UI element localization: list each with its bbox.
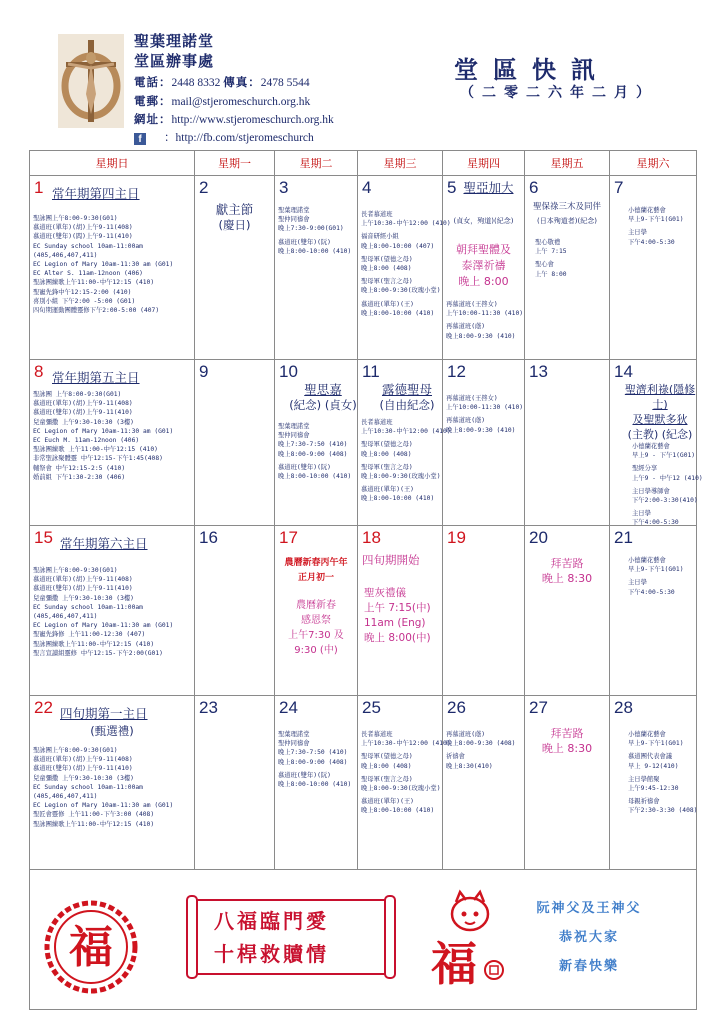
- day-number: 27: [529, 698, 548, 717]
- day-cell: [195, 360, 275, 526]
- event-line: 主日學: [632, 510, 651, 518]
- event-line: 慕道班(單年)(王): [361, 798, 414, 806]
- day-number: 21: [614, 528, 633, 547]
- day-cell: [275, 176, 358, 360]
- event-line: 晚上8:00-10:00 (410): [278, 781, 352, 789]
- event-line: 上午 7:15: [535, 248, 567, 256]
- event-line: 晚上8:00-9:30(玫瑰小堂): [361, 473, 441, 481]
- ash-wednesday: 聖灰禮儀 上午 7:15(中) 11am (Eng) 晚上 8:00(中): [364, 587, 431, 644]
- event-line: 晚上7:30-7:50 (410): [278, 441, 348, 449]
- event-line: 聖詠團練歌上午11:00-中午12:15 (410): [33, 279, 155, 287]
- sunday-subtitle: (甄選禮): [90, 724, 134, 738]
- day-cell: [525, 176, 610, 360]
- event-line: 長者慕道班: [361, 419, 393, 426]
- day-cell: [358, 176, 451, 360]
- event-line: 喜別小組 下午2:00 -5:00 (G01): [33, 297, 136, 305]
- event-line: 慕道班(雙年)(胡)上午9-11(410): [33, 409, 133, 417]
- event-line: 慕道班(雙年)(阮): [278, 771, 331, 779]
- website-line[interactable]: 網址：http://www.stjeromeschurch.org.hk: [134, 114, 334, 126]
- feast-subtitle: (日本殉道者)(紀念): [537, 217, 597, 225]
- event-line: 小德蘭花藝會: [632, 443, 670, 450]
- day-cell: [195, 526, 275, 696]
- feast-title: 聖思嘉 (紀念) (貞女): [289, 382, 357, 412]
- day-cell: [443, 526, 525, 696]
- event-line: 聖仲同禱會: [278, 740, 310, 748]
- horse-fu-icon: [420, 888, 512, 992]
- day-cell: [443, 176, 525, 360]
- event-line: 晚上8:00 (408): [361, 450, 412, 458]
- event-line: 主日學: [628, 229, 647, 237]
- day-number: 2: [199, 178, 209, 197]
- feast-title: 聖保祿三木及同伴: [532, 202, 601, 212]
- calendar-week-row: [30, 360, 697, 526]
- event-line: EC Sunday school 10am-11:00am: [33, 242, 143, 250]
- event-list: [535, 238, 607, 279]
- event-line: 聖母軍(望德之母): [361, 753, 413, 761]
- event-line: 聖詠團練歌上午11:00-中午12:15 (410): [33, 640, 155, 648]
- facebook-icon: f: [134, 133, 146, 145]
- event-line: 小德蘭花藝會: [628, 557, 666, 564]
- event-line: 下午4:00-5:30: [628, 238, 675, 246]
- scroll-line-1: 八福臨門愛: [214, 909, 329, 933]
- event-line: 聖詠團 上午8:00-9:30(G01): [33, 391, 122, 398]
- event-line: 下午4:00-5:30: [628, 588, 675, 596]
- event-line: 聖匠會靈修 上午11:00-下午3:00 (408): [33, 811, 155, 819]
- event-line: 晚上8:00-10:00 (410): [278, 473, 352, 481]
- event-line: 晚上8:00 (408): [361, 265, 412, 273]
- new-year-mass: 農曆新春 感恩祭 上午7:30 及 9:30 (中): [288, 600, 344, 656]
- event-line: EC Sunday school 10am-11:00am: [33, 783, 143, 791]
- day-cell: [30, 176, 195, 360]
- event-line: 主日學館聚: [628, 775, 660, 783]
- facebook-line[interactable]: f ：http://fb.com/stjeromeschurch: [134, 129, 314, 145]
- event-line: 慕道班(單年)(胡)上午9-11(408): [33, 576, 133, 584]
- day-number: 28: [614, 698, 633, 717]
- bulletin-title: 堂區快訊: [454, 55, 610, 84]
- greeting-line-1: 阮神父及王神父: [536, 901, 642, 916]
- day-number: 13: [529, 362, 548, 381]
- day-number: 10: [279, 362, 298, 381]
- event-line: 慕道班(單年)(胡)上午9-11(408): [33, 400, 133, 408]
- event-line: EC Euch M. 11am-12noon (406): [33, 437, 140, 445]
- event-line: 聖經分享: [632, 465, 658, 473]
- day-number: 18: [362, 528, 381, 547]
- event-line: 晚上8:00-9:30 (408): [446, 740, 516, 748]
- event-line: (405,406,407,411): [33, 251, 98, 259]
- day-cell: [30, 526, 195, 696]
- event-line: EC Legion of Mary 10am-11:30 am (G01): [33, 261, 174, 269]
- event-line: 聖詠團練歌 上午11:00-中午12:15 (410): [33, 446, 158, 454]
- event-line: 再慕道班(蔭): [446, 323, 486, 331]
- lent-begins: 四旬期開始: [362, 553, 420, 567]
- event-line: 慕道班(單年)(王): [361, 486, 414, 494]
- day-number: 20: [529, 528, 548, 547]
- event-line: 上午9:45-12:30: [628, 785, 679, 793]
- day-number: 1: [34, 178, 44, 197]
- event-list: [33, 746, 192, 829]
- event-line: 晚上8:00-9:00 (408): [278, 758, 348, 766]
- event-line: 早上9-下午1(G01): [628, 740, 684, 748]
- event-line: 上午10:30-中午12:00 (410): [361, 220, 451, 228]
- day-cell: [275, 360, 358, 526]
- day-cell: [195, 176, 275, 360]
- event-line: 上午10:30-中午12:00 (410): [361, 428, 451, 436]
- event-line: 下午4:00-5:30: [632, 519, 679, 527]
- event-line: 上午10:00-11:30 (410): [446, 404, 524, 412]
- bulletin-date: （二零二六年二月）: [460, 85, 658, 101]
- event-line: 小德蘭花藝會: [628, 207, 666, 214]
- crucifix-logo: [58, 34, 124, 128]
- event-line: 上午10:30-中午12:00 (410): [361, 740, 451, 748]
- event-line: 聖母軍(聖言之母): [361, 278, 413, 286]
- event-list: [33, 214, 192, 315]
- day-cell: [443, 696, 525, 870]
- day-number: 22: [34, 698, 53, 717]
- event-line: 主日學: [628, 579, 647, 587]
- event-line: 上午10:00-11:30 (410): [446, 310, 524, 318]
- event-line: 四旬期運動團體靈修下午2:00-5:00 (407): [33, 307, 160, 315]
- fu-character: 福: [431, 937, 477, 991]
- event-list: [628, 730, 698, 816]
- event-line: 早上9-下午1(G01): [628, 216, 684, 224]
- event-line: 早上9-下午1(G01): [628, 566, 684, 574]
- event-line: 婚前組 下午1:30-2:30 (406): [33, 473, 126, 481]
- weekday-header: 星期三: [358, 151, 443, 176]
- event-line: EC Legion of Mary 10am-11:30 am (G01): [33, 622, 174, 630]
- event-list: [278, 730, 355, 789]
- event-line: 慕道班(雙年)(閻)上午9-11(410): [33, 233, 133, 241]
- event-line: 晚上8:00-9:30(玫瑰小堂): [361, 287, 441, 295]
- event-line: 慕道班(單年)(胡)上午9-11(408): [33, 224, 133, 232]
- day-number: 12: [447, 362, 466, 381]
- event-line: 早上 9-12(410): [628, 762, 679, 770]
- event-line: 福音研經小組: [361, 233, 399, 241]
- day-number: 7: [614, 178, 624, 197]
- day-cell: [610, 360, 703, 527]
- event-line: 聖詠團練歌上午11:00-中午12:15 (410): [33, 820, 155, 828]
- event-line: 晚上7:30-7:50 (410): [278, 749, 348, 757]
- weekday-header: 星期日: [30, 151, 195, 176]
- phone-line: 電話：2448 8332 傳真：2478 5544: [134, 77, 310, 89]
- event-list: [278, 206, 355, 256]
- event-line: EC Sunday school 10am-11:00am: [33, 603, 143, 611]
- office-name: 堂區辦事處: [134, 52, 215, 70]
- fu-character: 福: [69, 922, 113, 973]
- event-line: 再慕道班(王啓女): [446, 301, 498, 308]
- event-line: 聖詠團上午8:00-9:30(G01): [33, 215, 118, 222]
- day-cell: [358, 360, 451, 526]
- event-list: [446, 730, 522, 771]
- weekday-header: 星期一: [195, 151, 275, 176]
- day-number: 11: [362, 362, 380, 381]
- feast-title: 聖亞加大: [463, 180, 514, 195]
- weekday-header: 星期四: [443, 151, 525, 176]
- event-line: 聖葉理諾堂: [278, 731, 310, 738]
- event-line: 聖仲同禱會: [278, 432, 310, 440]
- day-number: 19: [447, 528, 466, 547]
- event-list: [278, 422, 355, 481]
- weekday-header: 星期六: [610, 151, 697, 176]
- feast-title: 獻主節 (慶日): [215, 202, 254, 232]
- event-line: 輔祭會 中午12:15-2:5 (410): [33, 464, 126, 472]
- day-number: 15: [34, 528, 53, 547]
- day-cell: [610, 526, 697, 696]
- day-cell: [525, 526, 610, 696]
- day-number: 3: [279, 178, 289, 197]
- event-list: [446, 300, 522, 341]
- day-cell: [30, 696, 195, 870]
- day-number: 14: [614, 362, 633, 381]
- event-line: 晚上8:00-9:30(玫瑰小堂): [361, 785, 441, 793]
- event-line: EC Legion of Mary 10am-11:30 am (G01): [33, 427, 174, 435]
- event-list: [632, 442, 703, 528]
- calendar-table: [29, 150, 703, 870]
- event-line: 聖母軍(望德之母): [361, 441, 413, 449]
- event-line: 主日學導師會: [632, 487, 670, 495]
- event-line: 慕道班(單年)(王): [361, 300, 414, 308]
- stations-of-cross: 拜苦路 晚上 8:30: [541, 557, 593, 585]
- event-list: [446, 394, 522, 435]
- day-number: 17: [279, 528, 298, 547]
- event-line: 晚上8:00-10:00 (407): [361, 242, 435, 250]
- adoration-notice: 朝拜聖體及 泰澤祈禱 晚上 8:00: [456, 243, 511, 288]
- event-line: 聖葉理諾堂: [278, 423, 310, 430]
- event-list: [361, 730, 451, 816]
- sunday-title: 常年期第五主日: [52, 370, 140, 385]
- event-line: 上午 8:00: [535, 270, 567, 278]
- event-line: (405,406,407,411): [33, 793, 98, 801]
- event-line: 晚上8:00-10:00 (410): [361, 807, 435, 815]
- event-line: 晚上8:00 (408): [361, 762, 412, 770]
- event-list: [33, 566, 192, 658]
- event-line: 聖言宣讀組靈修 中午12:15-下午2:00(G01): [33, 649, 163, 657]
- event-line: 上午9 - 中午12 (410): [632, 474, 703, 482]
- event-line: 慕道團代表會議: [628, 753, 673, 761]
- feast-title: 露德聖母 (自由紀念): [379, 382, 435, 412]
- sunday-title: 常年期第四主日: [52, 186, 140, 201]
- event-line: 慕道班(雙年)(阮): [278, 463, 331, 471]
- event-line: 長者慕道班: [361, 211, 393, 218]
- greeting-line-3: 新春快樂: [558, 959, 619, 974]
- church-name: 聖葉理諾堂: [134, 32, 215, 50]
- event-line: 下午2:00-3:30(410): [632, 497, 698, 505]
- day-number: 4: [362, 178, 372, 197]
- day-number: 5: [447, 178, 457, 197]
- day-number: 26: [447, 698, 466, 717]
- event-line: 聖心會: [535, 261, 554, 269]
- event-line: 祈禱會: [446, 753, 465, 761]
- event-line: 兒童彌撒 上午9:30-10:30 (3樓): [33, 594, 134, 602]
- event-line: 聖寵先鋒修 上午11:00-12:30 (407): [33, 631, 146, 639]
- weekday-header-row: [30, 151, 697, 176]
- scroll-line-2: 十桿救贖情: [214, 942, 329, 966]
- event-list: [33, 390, 192, 482]
- day-cell: [610, 696, 697, 870]
- event-line: 聖母軍(望德之母): [361, 255, 413, 263]
- event-line: 聖心敬禮: [535, 239, 561, 246]
- event-line: 聖葉理諾堂: [278, 207, 310, 214]
- day-cell: [275, 696, 358, 870]
- day-number: 23: [199, 698, 218, 717]
- weekday-header: 星期二: [275, 151, 358, 176]
- day-cell: [525, 360, 610, 526]
- day-number: 24: [279, 698, 298, 717]
- event-line: 下午2:30-3:30 (408): [628, 807, 698, 815]
- event-line: 晚上8:00-9:00 (408): [278, 450, 348, 458]
- event-line: 晚上8:00-9:30 (410): [446, 332, 516, 340]
- calendar-week-row: [30, 176, 697, 360]
- event-line: 慕道班(雙年)(胡)上午9-11(410): [33, 765, 133, 773]
- fu-medallion-icon: [42, 898, 140, 996]
- day-number: 8: [34, 362, 44, 381]
- lunar-new-year-title: 農曆新春丙午年 正月初一: [284, 558, 348, 583]
- event-line: 聖詠團上午8:00-9:30(G01): [33, 567, 118, 574]
- day-cell: [358, 696, 451, 870]
- calendar-week-row: [30, 526, 697, 696]
- event-line: 慕道班(雙年)(阮): [278, 238, 331, 246]
- event-line: 聖母軍(聖言之母): [361, 775, 413, 783]
- sunday-title: 四旬期第一主日: [60, 706, 148, 721]
- event-list: [361, 210, 451, 318]
- event-line: 兒童彌撒 上午9:30-10:30 (3樓): [33, 418, 134, 426]
- feast-subtitle: (貞女，殉道)(紀念): [453, 217, 514, 225]
- day-number: 16: [199, 528, 218, 547]
- day-cell: [358, 526, 443, 696]
- stations-of-cross: 拜苦路 晚上 8:30: [541, 727, 593, 755]
- event-line: (405,406,407,411): [33, 613, 98, 621]
- event-list: [628, 556, 694, 597]
- day-number: 25: [362, 698, 381, 717]
- event-line: 小德蘭花藝會: [628, 731, 666, 738]
- event-list: [361, 418, 451, 504]
- calendar-week-row: [30, 696, 697, 870]
- event-line: EC Alter S. 11am-12noon (406): [33, 270, 143, 278]
- event-line: 再慕道班(蔭): [446, 417, 486, 425]
- event-line: 慕道班(雙年)(胡)上午9-11(410): [33, 585, 133, 593]
- event-line: 慕道班(單年)(胡)上午9-11(408): [33, 756, 133, 764]
- event-line: 非常聖詠聚體靈 中午12:15-下午1:45(408): [33, 455, 163, 463]
- weekday-header: 星期五: [525, 151, 610, 176]
- day-cell: [443, 360, 525, 526]
- event-line: 晚上8:00-9:30 (410): [446, 426, 516, 434]
- event-line: 晚上8:30(410): [446, 762, 493, 770]
- day-cell: [30, 360, 195, 526]
- day-cell: [275, 526, 358, 696]
- event-line: 長者慕道班: [361, 731, 393, 738]
- feast-title: 聖濟利祿(隱修士) 及聖默多狄 (主教) (紀念): [624, 383, 696, 441]
- day-cell: [610, 176, 697, 360]
- event-line: EC Legion of Mary 10am-11:30 am (G01): [33, 802, 174, 810]
- event-line: 聖詠團上午8:00-9:30(G01): [33, 747, 118, 754]
- event-list: [628, 206, 694, 247]
- event-line: 早上9 - 下午1(G01): [632, 452, 696, 460]
- event-line: 晚上8:00-10:00 (410): [361, 309, 435, 317]
- event-line: 晚上8:00-10:00 (410): [361, 495, 435, 503]
- event-line: 再慕道班(王啓女): [446, 395, 498, 402]
- day-cell: [525, 696, 610, 870]
- day-number: 9: [199, 362, 209, 381]
- event-line: 兒童彌撒 上午9:30-10:30 (3樓): [33, 774, 134, 782]
- email-line[interactable]: 電郵：mail@stjeromeschurch.org.hk: [134, 96, 311, 108]
- event-line: 聖仲同禱會: [278, 216, 310, 224]
- event-line: 晚上7:30-9:00(G01): [278, 225, 344, 233]
- greeting-line-2: 恭祝大家: [558, 930, 619, 945]
- day-cell: [195, 696, 275, 870]
- day-number: 6: [529, 178, 539, 197]
- event-line: 再慕道班(蔭): [446, 731, 486, 738]
- sunday-title: 常年期第六主日: [60, 536, 148, 551]
- event-line: 母親祈禱會: [628, 798, 660, 806]
- event-line: 聖寵先鋒中午12:15-2:00 (410): [33, 288, 132, 296]
- event-line: 晚上8:00-10:00 (410): [278, 247, 352, 255]
- event-line: 聖母軍(聖言之母): [361, 463, 413, 471]
